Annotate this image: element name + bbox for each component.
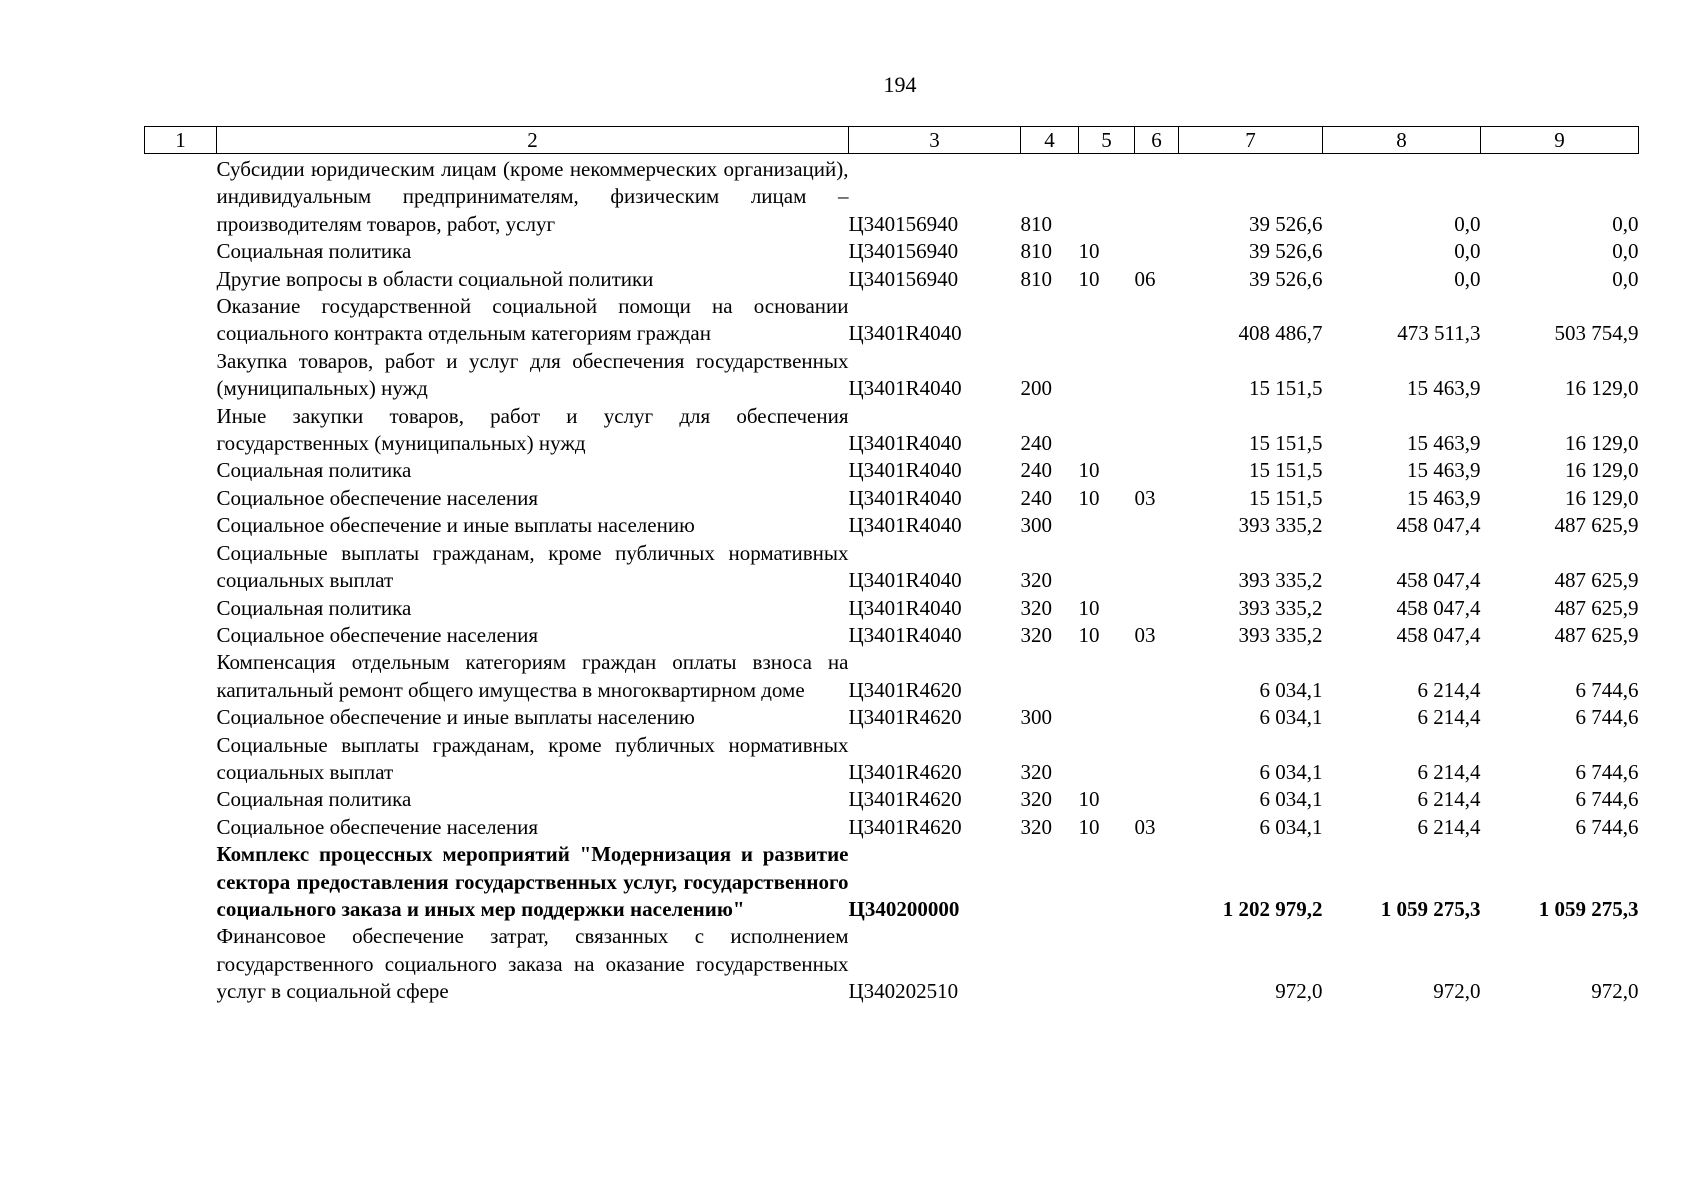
target-article-code: Ц340156940	[848, 239, 959, 264]
amount-column-8: 15 463,9	[1407, 431, 1481, 456]
column-header-5: 5	[1079, 127, 1135, 154]
expense-type-code: 810	[1020, 211, 1052, 236]
subsection-code: 03	[1134, 485, 1156, 510]
amount-column-8: 458 047,4	[1396, 595, 1481, 620]
subsection-code	[1135, 923, 1179, 1005]
amount-column-8: 458 047,4	[1396, 513, 1481, 538]
subsection-code	[1135, 238, 1179, 265]
amount-column-7: 393 335,2	[1238, 568, 1323, 593]
column-1-cell	[145, 923, 217, 1005]
expense-type-code: 320	[1020, 595, 1052, 620]
subsection-code	[1135, 732, 1179, 787]
target-article-code: Ц3401R4040	[848, 431, 962, 456]
section-code	[1079, 649, 1135, 704]
item-name: Социальная политика	[216, 787, 412, 812]
amount-column-9: 0,0	[1612, 266, 1639, 291]
amount-column-7: 6 034,1	[1259, 787, 1323, 812]
amount-column-8: 15 463,9	[1407, 485, 1481, 510]
column-1-cell	[145, 293, 217, 348]
column-1-cell	[145, 814, 217, 841]
column-header-9: 9	[1481, 127, 1639, 154]
amount-column-7: 408 486,7	[1238, 321, 1323, 346]
expense-type-code: 320	[1020, 787, 1052, 812]
item-name: Оказание государственной социальной помощи на основании социального контракта отдельным категориям граждан	[216, 294, 849, 346]
table-row	[145, 622, 1639, 649]
target-article-code: Ц3401R4040	[848, 376, 962, 401]
section-code	[1079, 732, 1135, 787]
amount-column-7: 15 151,5	[1249, 485, 1323, 510]
section-code	[1079, 403, 1135, 458]
expense-type-code: 240	[1020, 458, 1052, 483]
table-body	[145, 154, 1639, 1006]
expense-type-code	[1021, 649, 1079, 704]
amount-column-7: 6 034,1	[1259, 814, 1323, 839]
amount-column-9: 16 129,0	[1565, 485, 1639, 510]
amount-column-8: 1 059 275,3	[1380, 896, 1481, 921]
table-row	[145, 923, 1639, 1005]
table-row	[145, 540, 1639, 595]
column-header-8: 8	[1323, 127, 1481, 154]
amount-column-9: 6 744,6	[1575, 814, 1639, 839]
item-name: Социальная политика	[216, 595, 412, 620]
expense-type-code: 320	[1020, 622, 1052, 647]
expense-type-code: 320	[1020, 759, 1052, 784]
subsection-code	[1135, 841, 1179, 923]
target-article-code: Ц3401R4040	[848, 513, 962, 538]
subsection-code	[1135, 595, 1179, 622]
column-1-cell	[145, 704, 217, 731]
target-article-code: Ц340200000	[848, 896, 960, 921]
subsection-code	[1135, 348, 1179, 403]
amount-column-7: 972,0	[1275, 979, 1323, 1004]
target-article-code: Ц3401R4620	[848, 759, 962, 784]
amount-column-8: 15 463,9	[1407, 376, 1481, 401]
amount-column-8: 6 214,4	[1417, 814, 1481, 839]
target-article-code: Ц3401R4040	[848, 568, 962, 593]
item-name: Социальное обеспечение и иные выплаты населению	[216, 513, 695, 538]
item-name: Закупка товаров, работ и услуг для обеспечения государственных (муниципальных) нужд	[216, 348, 849, 401]
expense-type-code: 320	[1020, 814, 1052, 839]
table-row	[145, 649, 1639, 704]
table-row	[145, 595, 1639, 622]
amount-column-9: 487 625,9	[1554, 513, 1639, 538]
subsection-code	[1135, 704, 1179, 731]
column-1-cell	[145, 266, 217, 293]
amount-column-9: 6 744,6	[1575, 677, 1639, 702]
column-1-cell	[145, 154, 217, 239]
amount-column-9: 487 625,9	[1554, 568, 1639, 593]
target-article-code: Ц3401R4620	[848, 814, 962, 839]
amount-column-8: 972,0	[1433, 979, 1481, 1004]
expense-type-code	[1021, 841, 1079, 923]
amount-column-9: 972,0	[1591, 979, 1639, 1004]
amount-column-7: 6 034,1	[1259, 705, 1323, 730]
column-1-cell	[145, 238, 217, 265]
column-header-7: 7	[1179, 127, 1323, 154]
item-name: Социальная политика	[216, 458, 412, 483]
amount-column-8: 473 511,3	[1397, 321, 1481, 346]
table-row	[145, 512, 1639, 539]
column-header-4: 4	[1021, 127, 1079, 154]
column-1-cell	[145, 457, 217, 484]
subsection-code: 03	[1134, 814, 1156, 839]
amount-column-7: 39 526,6	[1249, 239, 1323, 264]
column-1-cell	[145, 540, 217, 595]
item-name: Социальная политика	[216, 239, 412, 264]
subsection-code	[1135, 154, 1179, 239]
column-header-6: 6	[1135, 127, 1179, 154]
item-name: Социальное обеспечение населения	[216, 814, 539, 839]
amount-column-8: 0,0	[1454, 239, 1481, 264]
amount-column-7: 15 151,5	[1249, 376, 1323, 401]
amount-column-9: 487 625,9	[1554, 622, 1639, 647]
table-row	[145, 238, 1639, 265]
amount-column-9: 16 129,0	[1565, 458, 1639, 483]
target-article-code: Ц3401R4040	[848, 458, 962, 483]
amount-column-7: 393 335,2	[1238, 513, 1323, 538]
expense-type-code: 300	[1020, 513, 1052, 538]
section-code	[1079, 540, 1135, 595]
amount-column-9: 0,0	[1612, 211, 1639, 236]
section-code: 10	[1078, 787, 1100, 812]
target-article-code: Ц3401R4620	[848, 705, 962, 730]
amount-column-9: 6 744,6	[1575, 787, 1639, 812]
column-1-cell	[145, 595, 217, 622]
item-name: Социальное обеспечение и иные выплаты населению	[216, 705, 695, 730]
table-row	[145, 348, 1639, 403]
amount-column-8: 458 047,4	[1396, 568, 1481, 593]
expense-type-code: 200	[1020, 376, 1052, 401]
section-code	[1079, 348, 1135, 403]
column-1-cell	[145, 841, 217, 923]
column-header-1: 1	[145, 127, 217, 154]
column-header-2: 2	[217, 127, 849, 154]
expense-type-code: 810	[1020, 239, 1052, 264]
amount-column-9: 16 129,0	[1565, 376, 1639, 401]
section-code	[1079, 154, 1135, 239]
subsection-code	[1135, 403, 1179, 458]
amount-column-8: 458 047,4	[1396, 622, 1481, 647]
column-1-cell	[145, 622, 217, 649]
expense-type-code: 810	[1020, 266, 1052, 291]
section-code: 10	[1078, 485, 1100, 510]
amount-column-7: 393 335,2	[1238, 622, 1323, 647]
column-1-cell	[145, 348, 217, 403]
column-1-cell	[145, 649, 217, 704]
table-row	[145, 403, 1639, 458]
amount-column-7: 393 335,2	[1238, 595, 1323, 620]
amount-column-7: 39 526,6	[1249, 266, 1323, 291]
target-article-code: Ц3401R4040	[848, 622, 962, 647]
subsection-code: 06	[1134, 266, 1156, 291]
section-code	[1079, 923, 1135, 1005]
section-code: 10	[1078, 458, 1100, 483]
column-1-cell	[145, 403, 217, 458]
section-code	[1079, 841, 1135, 923]
subsection-code	[1135, 786, 1179, 813]
amount-column-8: 0,0	[1454, 266, 1481, 291]
target-article-code: Ц3401R4620	[848, 787, 962, 812]
target-article-code: Ц340156940	[848, 211, 959, 236]
expense-type-code	[1021, 293, 1079, 348]
target-article-code: Ц3401R4040	[848, 595, 962, 620]
column-number-header-row	[145, 127, 1639, 154]
subsection-code	[1135, 540, 1179, 595]
amount-column-8: 15 463,9	[1407, 458, 1481, 483]
section-code: 10	[1078, 814, 1100, 839]
amount-column-8: 6 214,4	[1417, 787, 1481, 812]
expense-type-code: 320	[1020, 568, 1052, 593]
amount-column-7: 6 034,1	[1259, 759, 1323, 784]
target-article-code: Ц3401R4620	[848, 677, 962, 702]
amount-column-9: 1 059 275,3	[1538, 896, 1639, 921]
table-row	[145, 154, 1639, 239]
amount-column-8: 6 214,4	[1417, 759, 1481, 784]
amount-column-7: 15 151,5	[1249, 431, 1323, 456]
item-name: Социальные выплаты гражданам, кроме публичных нормативных социальных выплат	[216, 732, 849, 784]
section-code	[1079, 293, 1135, 348]
target-article-code: Ц340202510	[848, 979, 959, 1004]
column-header-3: 3	[849, 127, 1021, 154]
section-code	[1079, 704, 1135, 731]
subsection-code: 03	[1134, 622, 1156, 647]
column-1-cell	[145, 732, 217, 787]
item-name: Социальное обеспечение населения	[216, 485, 539, 510]
amount-column-7: 15 151,5	[1249, 458, 1323, 483]
target-article-code: Ц340156940	[848, 266, 959, 291]
item-name: Субсидии юридическим лицам (кроме некоммерческих организаций), индивидуальным предпринимателям, физическим лицам – производителям товаров, работ, услуг	[216, 157, 849, 236]
amount-column-8: 0,0	[1454, 211, 1481, 236]
item-name: Компенсация отдельным категориям граждан оплаты взноса на капитальный ремонт общего имущества в многоквартирном доме	[216, 650, 849, 702]
target-article-code: Ц3401R4040	[848, 321, 962, 346]
table-row	[145, 814, 1639, 841]
amount-column-7: 1 202 979,2	[1222, 896, 1323, 921]
subsection-code	[1135, 457, 1179, 484]
subsection-code	[1135, 649, 1179, 704]
page-number: 194	[883, 72, 917, 97]
amount-column-9: 0,0	[1612, 239, 1639, 264]
column-1-cell	[145, 485, 217, 512]
item-name: Иные закупки товаров, работ и услуг для обеспечения государственных (муниципальных) нужд	[216, 403, 849, 456]
section-code: 10	[1078, 622, 1100, 647]
amount-column-9: 6 744,6	[1575, 705, 1639, 730]
column-1-cell	[145, 512, 217, 539]
item-name: Комплекс процессных мероприятий "Модернизация и развитие сектора предоставления государственных услуг, государственного социального заказа и иных мер поддержки населению"	[216, 842, 849, 921]
expense-type-code: 240	[1020, 485, 1052, 510]
expense-type-code	[1021, 923, 1079, 1005]
column-1-cell	[145, 786, 217, 813]
amount-column-9: 503 754,9	[1554, 321, 1639, 346]
amount-column-9: 487 625,9	[1554, 595, 1639, 620]
expense-type-code: 300	[1020, 705, 1052, 730]
table-row	[145, 732, 1639, 787]
section-code: 10	[1078, 266, 1100, 291]
table-row	[145, 293, 1639, 348]
table-row	[145, 704, 1639, 731]
table-row	[145, 841, 1639, 923]
budget-table	[144, 126, 1639, 1006]
amount-column-7: 6 034,1	[1259, 677, 1323, 702]
amount-column-8: 6 214,4	[1417, 677, 1481, 702]
item-name: Финансовое обеспечение затрат, связанных с исполнением государственного социального заказа на оказание государственных услуг в социальной сфере	[216, 924, 849, 1004]
table-row	[145, 457, 1639, 484]
section-code	[1079, 512, 1135, 539]
amount-column-9: 16 129,0	[1565, 431, 1639, 456]
item-name: Другие вопросы в области социальной политики	[216, 266, 654, 291]
table-row	[145, 786, 1639, 813]
section-code: 10	[1078, 239, 1100, 264]
target-article-code: Ц3401R4040	[848, 485, 962, 510]
table-row	[145, 485, 1639, 512]
expense-type-code: 240	[1020, 431, 1052, 456]
table-row	[145, 266, 1639, 293]
subsection-code	[1135, 512, 1179, 539]
subsection-code	[1135, 293, 1179, 348]
section-code: 10	[1078, 595, 1100, 620]
amount-column-8: 6 214,4	[1417, 705, 1481, 730]
item-name: Социальное обеспечение населения	[216, 622, 539, 647]
amount-column-9: 6 744,6	[1575, 759, 1639, 784]
item-name: Социальные выплаты гражданам, кроме публичных нормативных социальных выплат	[216, 540, 849, 593]
amount-column-7: 39 526,6	[1249, 211, 1323, 236]
